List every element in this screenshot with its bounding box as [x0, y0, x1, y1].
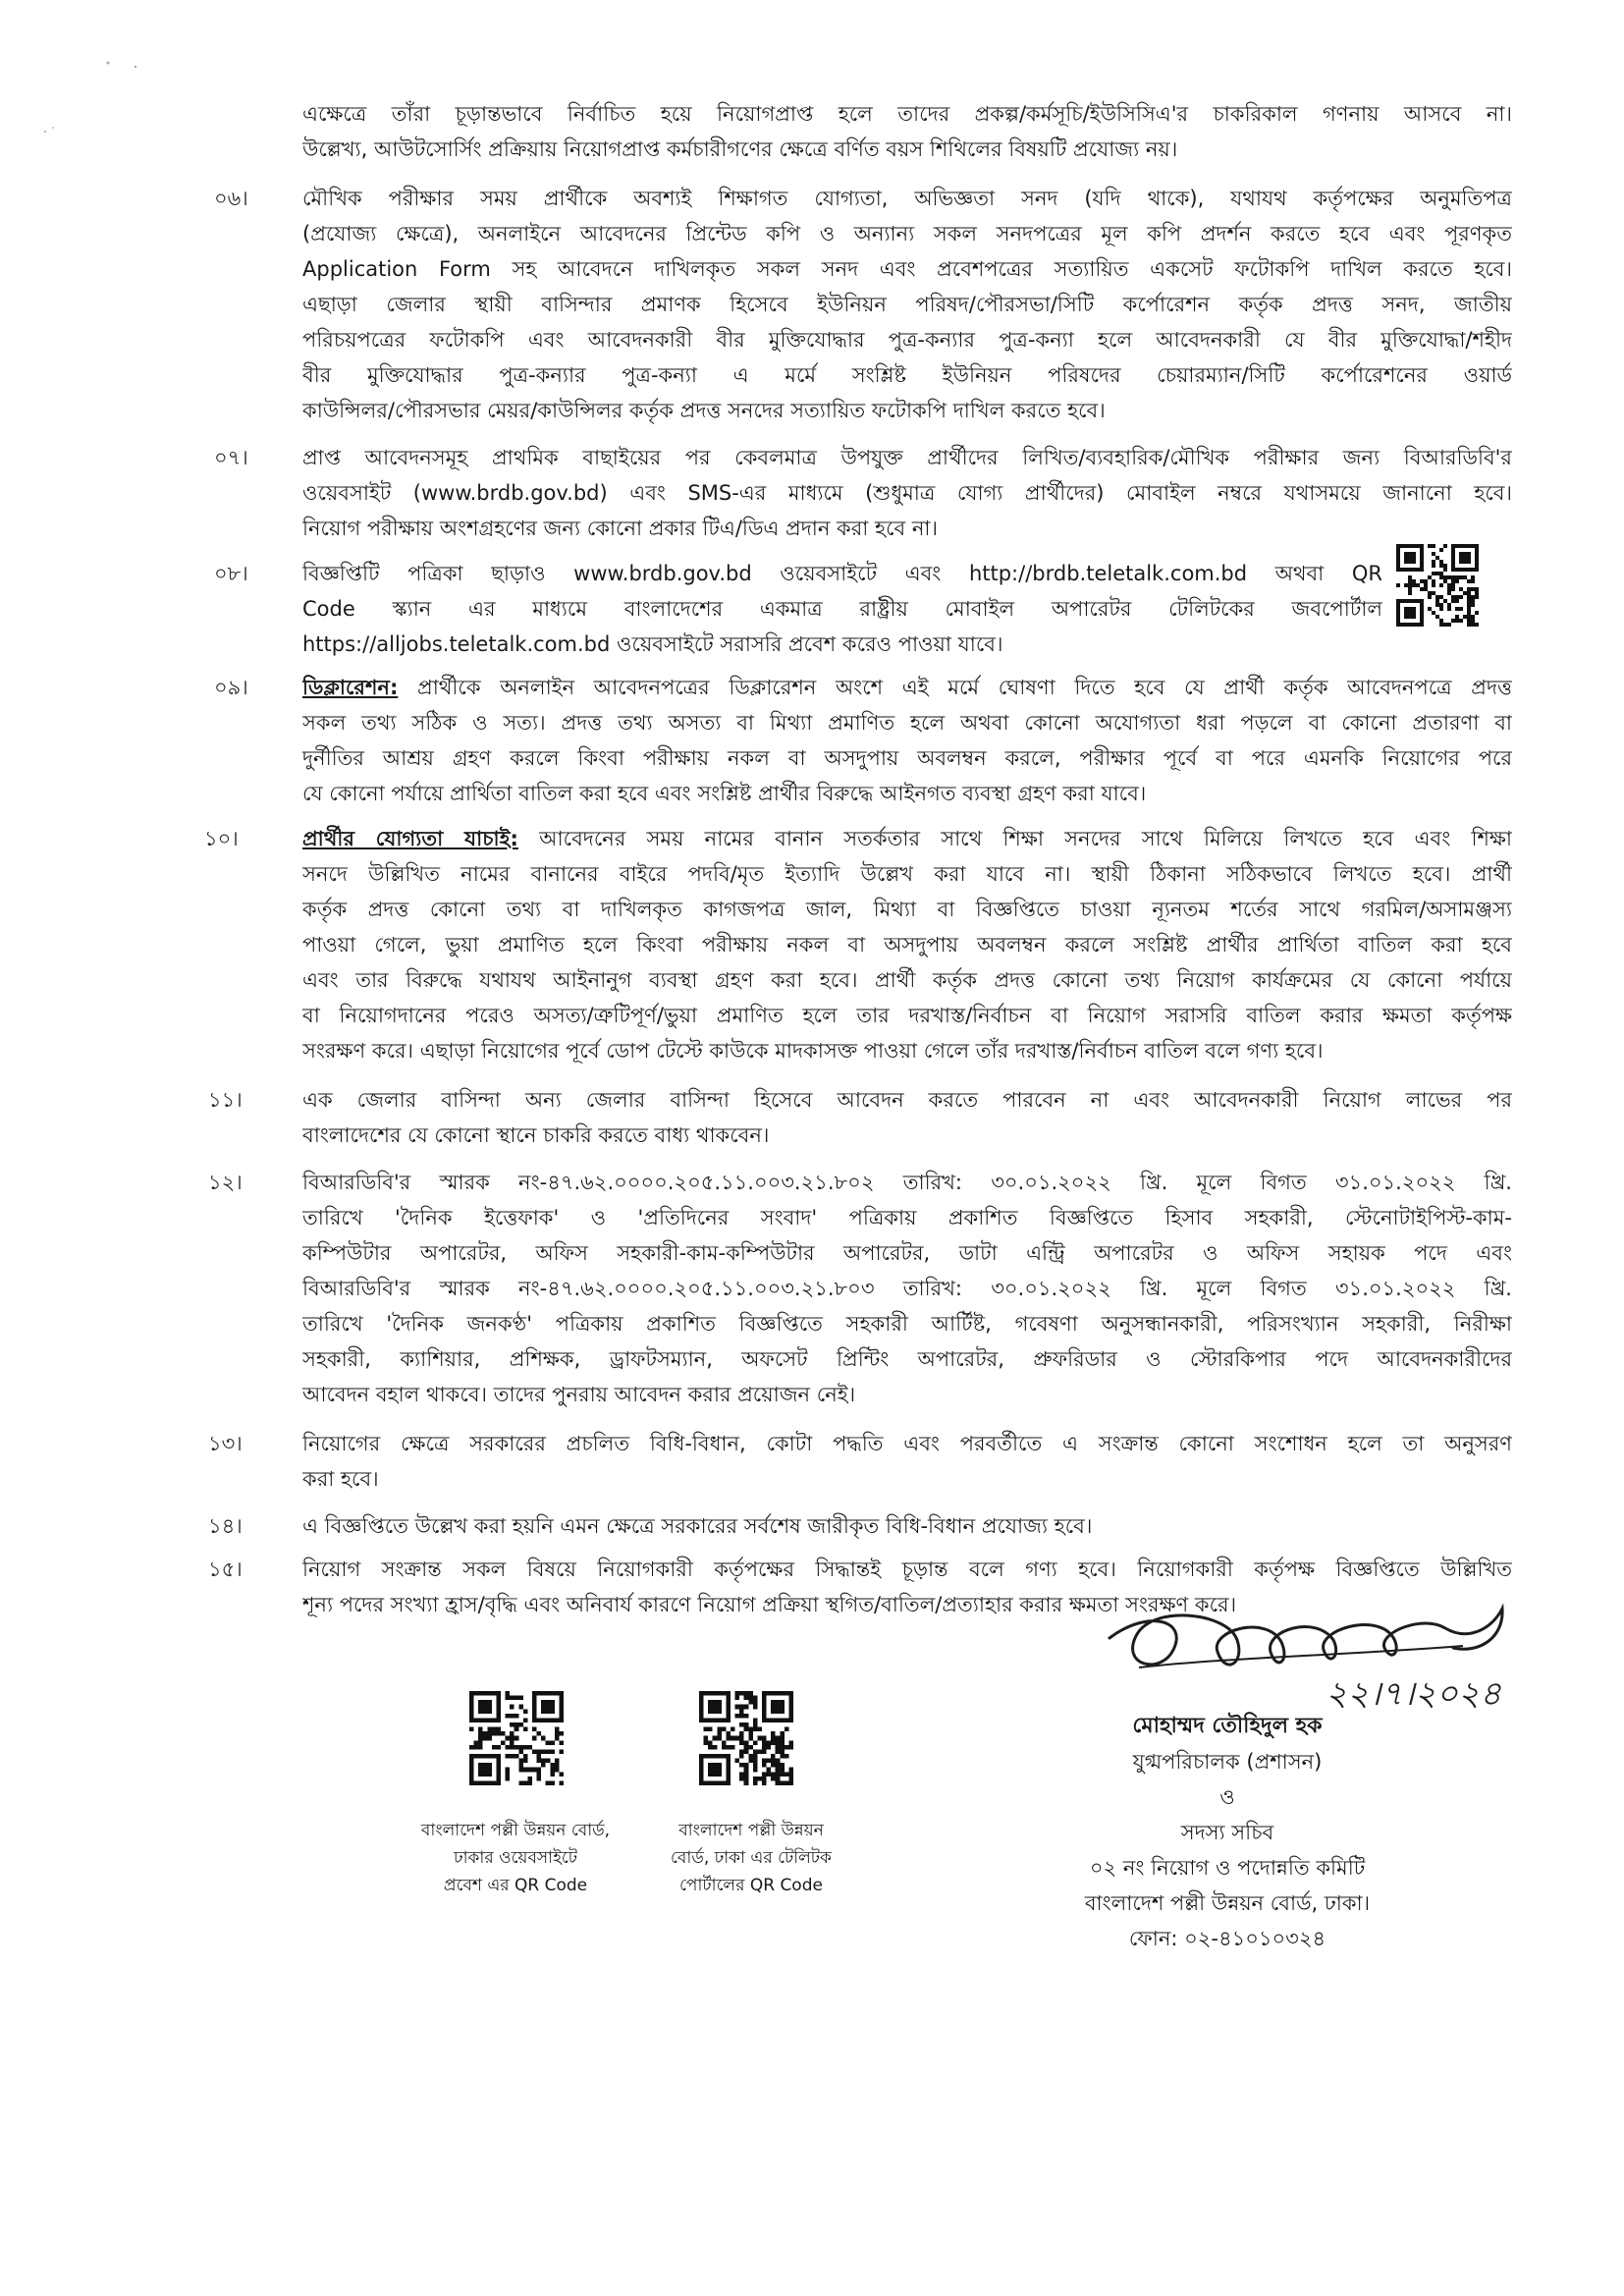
item-line: নিয়োগের ক্ষেত্রে সরকারের প্রচলিত বিধি-বিধান, কোটা পদ্ধতি এবং পরবর্তীতে এ সংক্রান্ত কোনো সংশোধন হলে তা অনুসরণ: [302, 1432, 1512, 1455]
declaration-heading: ডিক্লারেশন:: [302, 676, 399, 699]
phone-number: ফোন: ০২-৪১০১০৩২৪: [1128, 1927, 1326, 1950]
signatory-designation: যুগ্মপরিচালক (প্রশাসন): [1132, 1750, 1323, 1774]
qr-caption-line: ঢাকার ওয়েবসাইটে: [453, 1848, 578, 1868]
item-line: সনদে উল্লিখিত নামের বানানের বাইরে পদবি/মৃত ইত্যাদি উল্লেখ করা যাবে না। স্থায়ী ঠিকানা সঠিকভাবে লিখতে হবে। প্রার্থী: [302, 862, 1512, 886]
item-number: ০৭।: [214, 446, 248, 469]
signatory-block: [1021, 1709, 1434, 1956]
item-line: নিয়োগ পরীক্ষায় অংশগ্রহণের জন্য কোনো প্রকার টিএ/ডিএ প্রদান করা হবে না।: [302, 517, 939, 540]
scan-speck-marks: [39, 49, 157, 147]
item-line: এ বিজ্ঞপ্তিতে উল্লেখ করা হয়নি এমন ক্ষেত্রে সরকারের সর্বশেষ জারীকৃত বিধি-বিধান প্রযোজ্য হবে।: [302, 1514, 1093, 1538]
item-line: বিআরডিবি'র স্মারক নং-৪৭.৬২.০০০০.২০৫.১১.০০৩.২১.৮০৩ তারিখ: ৩০.০১.২০২২ খ্রি. মূলে বিগত ৩১.০১.২০২২ খ্রি.: [302, 1277, 1512, 1300]
qr-caption-brdb: [393, 1817, 638, 1899]
item-line: কম্পিউটার অপারেটর, অফিস সহকারী-কাম-কম্পিউটার অপারেটর, ডাটা এন্ট্রি অপারেটর ও অফিস সহায়ক পদে এবং: [302, 1241, 1512, 1265]
qr-code-teletalk-portal[interactable]: [699, 1691, 793, 1785]
item-text: আবেদনের সময় নামের বানান সতর্কতার সাথে শিক্ষা সনদের সাথে মিলিয়ে লিখতে হবে এবং শিক্ষা: [539, 827, 1512, 850]
qr-caption-teletalk: [628, 1817, 874, 1899]
signatory-name: মোহাম্মদ তৌহিদুল হক: [1132, 1714, 1323, 1738]
item-line: সংরক্ষণ করে। এছাড়া নিয়োগের পূর্বে ডোপ টেস্টে কাউকে মাদকাসক্ত পাওয়া গেলে তাঁর দরখাস্ত/নির্বাচন বাতিল বলে গণ্য হবে।: [302, 1039, 1324, 1063]
item-number: ০৯।: [214, 676, 248, 699]
item-number: ১৩।: [208, 1432, 243, 1455]
signatory-role: সদস্য সচিব: [1180, 1821, 1274, 1844]
item-number: ১১।: [208, 1088, 243, 1112]
item-line: https://alljobs.teletalk.com.bd ওয়েবসাইটে সরাসরি প্রবেশ করেও পাওয়া যাবে।: [302, 632, 1003, 656]
item-number: ০৮।: [214, 562, 248, 585]
item-number: ১৪।: [208, 1514, 243, 1538]
item-line: বিআরডিবি'র স্মারক নং-৪৭.৬২.০০০০.২০৫.১১.০০৩.২১.৮০২ তারিখ: ৩০.০১.২০২২ খ্রি. মূলে বিগত ৩১.০১.২০২২ খ্রি.: [302, 1171, 1512, 1194]
item-line: (প্রযোজ্য ক্ষেত্রে), অনলাইনে আবেদনের প্রিন্টেড কপি ও অন্যান্য সকল সনদপত্রের মূল কপি প্রদর্শন করতে হবে এবং পূরণকৃত: [302, 222, 1512, 246]
qr-caption-line: পোর্টালের QR Code: [679, 1876, 823, 1895]
item-line: মৌখিক পরীক্ষার সময় প্রার্থীকে অবশ্যই শিক্ষাগত যোগ্যতা, অভিজ্ঞতা সনদ (যদি থাকে), যথাযথ কর্তৃপক্ষের অনুমতিপত্র: [302, 187, 1512, 210]
item-line: প্রাপ্ত আবেদনসমূহ প্রাথমিক বাছাইয়ের পর কেবলমাত্র উপযুক্ত প্রার্থীদের লিখিত/ব্যবহারিক/মৌখিক পরীক্ষার জন্য বিআরডিবি'র: [302, 446, 1512, 469]
item-text: প্রার্থীকে অনলাইন আবেদনপত্রের ডিক্লারেশন অংশে এই মর্মে ঘোষণা দিতে হবে যে প্রার্থী কর্তৃক আবেদনপত্রে প্রদত্ত: [417, 676, 1512, 699]
intro-line: এক্ষেত্রে তাঁরা চূড়ান্তভাবে নির্বাচিত হয়ে নিয়োগপ্রাপ্ত হলে তাদের প্রকল্প/কর্মসূচি/ইউসিসিএ'র চাকরিকাল গণনায় আসবে না।: [302, 102, 1512, 126]
qr-code-inline[interactable]: [1396, 544, 1479, 627]
item-line: কাউন্সিলর/পৌরসভার মেয়র/কাউন্সিলর কর্তৃক প্রদত্ত সনদের সত্যায়িত ফটোকপি দাখিল করতে হবে।: [302, 399, 1106, 422]
item-line: পরিচয়পত্রের ফটোকপি এবং আবেদনকারী বীর মুক্তিযোদ্ধার পুত্র-কন্যার পুত্র-কন্যা হলে আবেদনকারী যে বীর মুক্তিযোদ্ধা/শহীদ: [302, 328, 1512, 352]
signature-date: ২২।৭।২০২৪: [1326, 1674, 1502, 1714]
item-line: তারিখে 'দৈনিক জনকণ্ঠ' পত্রিকায় প্রকাশিত বিজ্ঞপ্তিতে সহকারী আর্টিষ্ট, গবেষণা অনুসন্ধানকারী, পরিসংখ্যান সহকারী, নিরীক্ষা: [302, 1312, 1512, 1336]
item-number: ১৫।: [208, 1558, 243, 1581]
item-number: ১২।: [208, 1171, 243, 1194]
item-line: বা নিয়োগদানের পরেও অসত্য/ত্রুটিপূর্ণ/ভুয়া প্রমাণিত হলে তার দরখাস্ত/নির্বাচন বা নিয়োগ সরাসরি বাতিল করার ক্ষমতা কর্তৃপক্ষ: [302, 1004, 1512, 1027]
item-line: পাওয়া গেলে, ভুয়া প্রমাণিত হলে কিংবা পরীক্ষায় নকল বা অসদুপায় অবলম্বন করলে সংশ্লিষ্ট প্রার্থীর প্রার্থিতা বাতিল করা হবে: [302, 933, 1512, 957]
item-line: বিজ্ঞপ্তিটি পত্রিকা ছাড়াও www.brdb.gov.bd ওয়েবসাইটে এবং http://brdb.teletalk.com.bd অথবা QR: [302, 562, 1382, 585]
item-line: করা হবে।: [302, 1467, 379, 1491]
item-line: Application Form সহ আবেদনে দাখিলকৃত সকল সনদ এবং প্রবেশপত্রের সত্যায়িত একসেট ফটোকপি দাখিল করতে হবে।: [302, 257, 1512, 281]
item-line: এবং তার বিরুদ্ধে যথাযথ আইনানুগ ব্যবস্থা গ্রহণ করা হবে। প্রার্থী কর্তৃক প্রদত্ত কোনো তথ্য নিয়োগ কার্যক্রমের যে কোনো পর্যায়ে: [302, 968, 1512, 992]
item-line: শূন্য পদের সংখ্যা হ্রাস/বৃদ্ধি এবং অনিবার্য কারণে নিয়োগ প্রক্রিয়া স্থগিত/বাতিল/প্রত্যাহার করার ক্ষমতা সংরক্ষণ করে।: [302, 1593, 1237, 1616]
intro-line: উল্লেখ্য, আউটসোর্সিং প্রক্রিয়ায় নিয়োগপ্রাপ্ত কর্মচারীগণের ক্ষেত্রে বর্ণিত বয়স শিথিলের বিষয়টি প্রযোজ্য নয়।: [302, 137, 1178, 161]
item-number: ০৬।: [214, 187, 248, 210]
qr-caption-line: বোর্ড, ঢাকা এর টেলিটক: [671, 1848, 832, 1868]
item-line: তারিখে 'দৈনিক ইত্তেফাক' ও 'প্রতিদিনের সংবাদ' পত্রিকায় প্রকাশিত বিজ্ঞপ্তিতে হিসাব সহকারী, স্টেনোটাইপিস্ট-কাম-: [302, 1206, 1512, 1230]
item-line: বীর মুক্তিযোদ্ধার পুত্র-কন্যার পুত্র-কন্যা এ মর্মে সংশ্লিষ্ট ইউনিয়ন পরিষদের চেয়ারম্যান/সিটি কর্পোরেশনের ওয়ার্ড: [302, 363, 1512, 387]
item-line: কর্তৃক প্রদত্ত কোনো তথ্য বা দাখিলকৃত কাগজপত্র জাল, মিথ্যা বা বিজ্ঞপ্তিতে চাওয়া ন্যূনতম শর্তের সাথে গরমিল/অসামঞ্জস্য: [302, 898, 1512, 921]
qr-caption-line: প্রবেশ এর QR Code: [443, 1876, 588, 1895]
item-line: এছাড়া জেলার স্থায়ী বাসিন্দার প্রমাণক হিসেবে ইউনিয়ন পরিষদ/পৌরসভা/সিটি কর্পোরেশন কর্তৃক প্রদত্ত সনদ, জাতীয়: [302, 293, 1512, 316]
qr-caption-line: বাংলাদেশ পল্লী উন্নয়ন বোর্ড,: [420, 1821, 611, 1840]
qr-caption-line: বাংলাদেশ পল্লী উন্নয়ন: [678, 1821, 824, 1840]
item-line: নিয়োগ সংক্রান্ত সকল বিষয়ে নিয়োগকারী কর্তৃপক্ষের সিদ্ধান্তই চূড়ান্ত বলে গণ্য হবে। নিয়োগকারী কর্তৃপক্ষ বিজ্ঞপ্তিতে উল্লিখিত: [302, 1558, 1512, 1581]
organization-name: বাংলাদেশ পল্লী উন্নয়ন বোর্ড, ঢাকা।: [1084, 1891, 1371, 1915]
signature-graphic: [1080, 1569, 1512, 1717]
item-line: ওয়েবসাইট (www.brdb.gov.bd) এবং SMS-এর মাধ্যমে (শুধুমাত্র যোগ্য প্রার্থীদের) মোবাইল নম্বরে যথাসময়ে জানানো হবে।: [302, 481, 1512, 505]
committee-name: ০২ নং নিয়োগ ও পদোন্নতি কমিটি: [1089, 1856, 1366, 1880]
item-line: [302, 670, 1512, 705]
item-line: বাংলাদেশের যে কোনো স্থানে চাকরি করতে বাধ্য থাকবেন।: [302, 1123, 770, 1147]
item-line: Code স্ক্যান এর মাধ্যমে বাংলাদেশের একমাত্র রাষ্ট্রীয় মোবাইল অপারেটর টেলিটকের জবপোর্টাল: [302, 597, 1382, 621]
item-line: [302, 821, 1512, 856]
item-line: সহকারী, ক্যাশিয়ার, প্রশিক্ষক, ড্রাফটসম্যান, অফসেট প্রিন্টিং অপারেটর, প্রুফরিডার ও স্টোরকিপার পদে আবেদনকারীদের: [302, 1347, 1512, 1371]
qr-code-brdb-website[interactable]: [469, 1691, 564, 1785]
item-line: দুর্নীতির আশ্রয় গ্রহণ করলে কিংবা পরীক্ষায় নকল বা অসদুপায় অবলম্বন করলে, পরীক্ষার পূর্বে বা পরে এমনকি নিয়োগের পরে: [302, 746, 1512, 770]
item-line: এক জেলার বাসিন্দা অন্য জেলার বাসিন্দা হিসেবে আবেদন করতে পারবেন না এবং আবেদনকারী নিয়োগ লাভের পর: [302, 1088, 1512, 1112]
item-line: যে কোনো পর্যায়ে প্রার্থিতা বাতিল করা হবে এবং সংশ্লিষ্ট প্রার্থীর বিরুদ্ধে আইনগত ব্যবস্থা গ্রহণ করা যাবে।: [302, 782, 1147, 805]
item-line: সকল তথ্য সঠিক ও সত্য। প্রদত্ত তথ্য অসত্য বা মিথ্যা প্রমাণিত হলে অথবা কোনো অযোগ্যতা ধরা পড়লে বা কোনো প্রতারণা বা: [302, 711, 1512, 735]
item-number: ১০।: [204, 827, 239, 850]
eligibility-heading: প্রার্থীর যোগ্যতা যাচাই:: [302, 827, 518, 850]
signatory-conjunction: ও: [1219, 1785, 1235, 1809]
item-line: আবেদন বহাল থাকবে। তাদের পুনরায় আবেদন করার প্রয়োজন নেই।: [302, 1383, 856, 1406]
